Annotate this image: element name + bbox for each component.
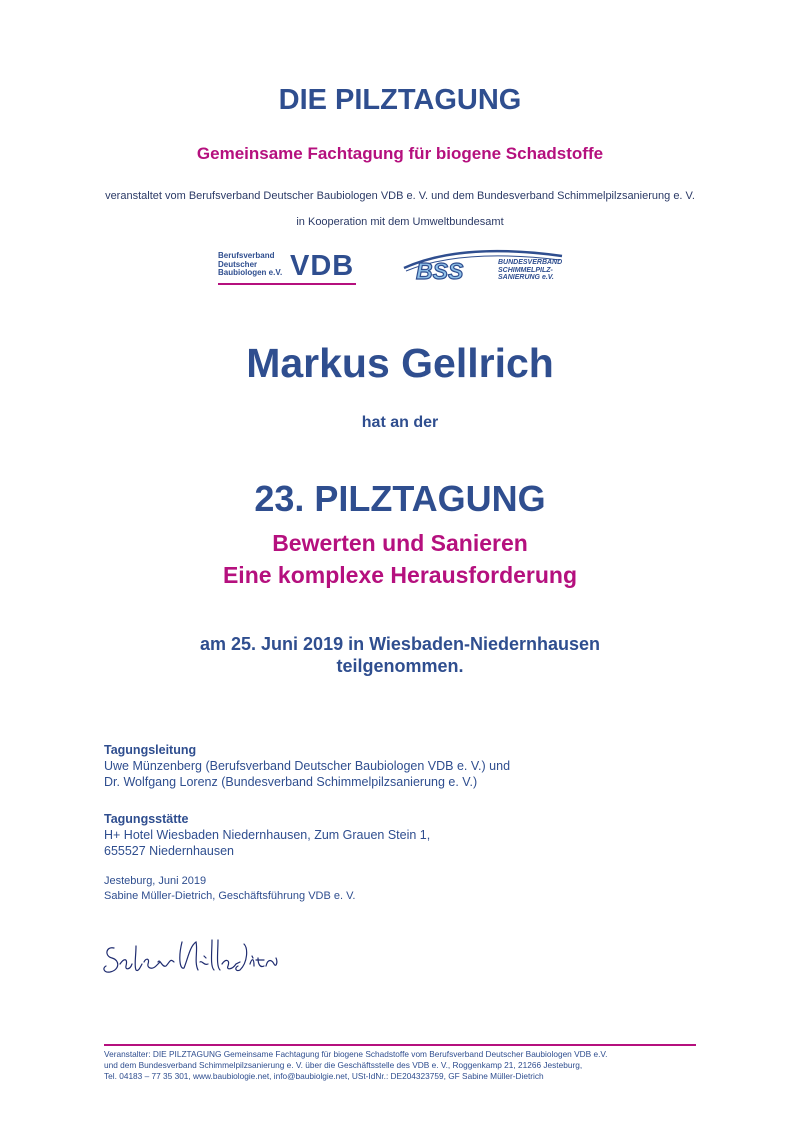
footer-line1: Veranstalter: DIE PILZTAGUNG Gemeinsame Fachtagung für biogene Schadstoffe vom Berufsverband Deutscher Baubiologen VDB e.V. bbox=[104, 1049, 608, 1059]
conference-management-section bbox=[104, 742, 510, 790]
document-title: DIE PILZTAGUNG bbox=[278, 84, 522, 116]
event-title: 23. PILZTAGUNG bbox=[254, 478, 546, 519]
footer bbox=[104, 1049, 744, 1082]
venue-section bbox=[104, 811, 430, 859]
bss-logo-mark: BSS bbox=[416, 258, 464, 284]
event-date-place: am 25. Juni 2019 in Wiesbaden-Niedernhausen bbox=[200, 634, 600, 654]
participated-suffix: teilgenommen. bbox=[336, 656, 464, 676]
conference-manager-1: Uwe Münzenberg (Berufsverband Deutscher Baubiologen VDB e. V.) und bbox=[104, 759, 511, 773]
conference-manager-2: Dr. Wolfgang Lorenz (Bundesverband Schimmelpilzsanierung e. V.) bbox=[104, 775, 478, 789]
footer-line2: und dem Bundesverband Schimmelpilzsanierung e. V. über die Geschäftsstelle des VDB e. V., Roggenkamp 21, 21266 Jesteburg, bbox=[104, 1060, 583, 1070]
signature-block bbox=[104, 874, 356, 904]
event-theme-line1: Bewerten und Sanieren bbox=[272, 530, 528, 556]
conference-management-heading: Tagungsleitung bbox=[104, 743, 197, 757]
bss-logo-line2: SCHIMMELPILZ- bbox=[498, 266, 553, 274]
participated-prefix: hat an der bbox=[361, 414, 439, 431]
vdb-logo-line1: Berufsverband bbox=[218, 251, 275, 260]
vdb-logo-line3: Baubiologen e.V. bbox=[218, 268, 283, 277]
signature-graphic bbox=[100, 928, 280, 984]
bss-logo-text bbox=[498, 259, 562, 282]
venue-address-line2: 655527 Niedernhausen bbox=[104, 844, 234, 858]
footer-line3: Tel. 04183 – 77 35 301, www.baubiologie.net, info@baubiolgie.net, USt-IdNr.: DE204323759, GF Sabine Müller-Dietrich bbox=[104, 1071, 544, 1081]
signatory: Sabine Müller-Dietrich, Geschäftsführung VDB e. V. bbox=[104, 890, 356, 902]
vdb-logo-underline bbox=[218, 283, 356, 285]
footer-divider bbox=[104, 1044, 696, 1046]
bss-logo bbox=[402, 244, 567, 286]
vdb-logo-text bbox=[218, 252, 282, 278]
handwritten-signature bbox=[100, 928, 280, 984]
vdb-logo bbox=[218, 252, 358, 286]
bss-logo-line1: BUNDESVERBAND bbox=[498, 259, 563, 266]
document-subtitle: Gemeinsame Fachtagung für biogene Schadstoffe bbox=[196, 144, 604, 163]
place-date: Jesteburg, Juni 2019 bbox=[104, 875, 207, 887]
vdb-logo-line2: Deutscher bbox=[218, 259, 258, 269]
bss-logo-line3: SANIERUNG e.V. bbox=[498, 274, 554, 281]
event-theme-line2: Eine komplexe Herausforderung bbox=[222, 562, 578, 588]
cooperation-line: in Kooperation mit dem Umweltbundesamt bbox=[296, 216, 504, 228]
vdb-logo-mark: VDB bbox=[290, 250, 355, 282]
venue-address-line1: H+ Hotel Wiesbaden Niedernhausen, Zum Grauen Stein 1, bbox=[104, 828, 431, 842]
venue-heading: Tagungsstätte bbox=[104, 812, 189, 826]
organizer-line: veranstaltet vom Berufsverband Deutscher Baubiologen VDB e. V. und dem Bundesverband Schimmelpilzsanierung e. V. bbox=[105, 190, 695, 202]
participant-name: Markus Gellrich bbox=[246, 340, 554, 386]
